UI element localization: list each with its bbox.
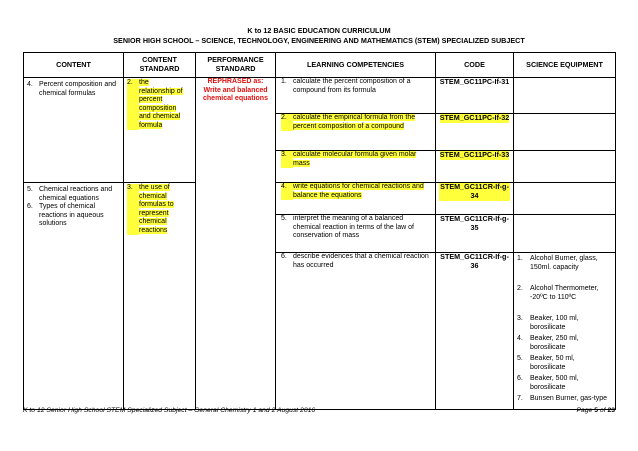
equipment-cell-empty: [514, 183, 616, 215]
document-subtitle: SENIOR HIGH SCHOOL – SCIENCE, TECHNOLOGY, ENGINEERING AND MATHEMATICS (STEM) SPECIALIZED SUBJECT: [113, 36, 525, 45]
performance-standard-text: Write and balanced chemical equations: [203, 86, 268, 103]
footer-document-info: K to 12 Senior High School STEM Specialized Subject – General Chemistry 1 and 2 August 2016: [23, 407, 316, 414]
page-footer: [23, 407, 615, 414]
competency-cell: 1. calculate the percent composition of a compound from its formula: [276, 78, 436, 114]
equipment-item: 3. Beaker, 100 ml, borosilicate: [517, 315, 579, 331]
equipment-item: 4. Beaker, 250 ml, borosilicate: [517, 335, 579, 351]
code-cell: STEM_GC11PC-If-32: [436, 114, 514, 151]
col-header-science-equipment: SCIENCE EQUIPMENT: [514, 53, 616, 78]
table-row: [24, 183, 616, 215]
col-header-performance-standard: PERFORMANCE STANDARD: [196, 53, 276, 78]
code-cell: STEM_GC11CR-If-g-34: [436, 183, 514, 215]
col-header-learning-competencies: LEARNING COMPETENCIES: [276, 53, 436, 78]
performance-standard-cell: [196, 78, 276, 410]
col-header-code: CODE: [436, 53, 514, 78]
col-header-content-standard: CONTENT STANDARD: [124, 53, 196, 78]
footer-page-number: Page 5 of 23: [576, 407, 615, 414]
content-item: 5. Chemical reactions and chemical equations: [27, 186, 113, 202]
table-row: [24, 78, 616, 114]
competency-cell: 4. write equations for chemical reactions and balance the equations: [276, 183, 436, 215]
code-cell: STEM_GC11PC-If-33: [436, 151, 514, 183]
performance-standard-label: REPHRASED as:: [207, 78, 264, 85]
content-standard-item: 2. the relationship of percent composition and chemical formula: [127, 79, 183, 129]
equipment-cell-empty: [514, 78, 616, 114]
col-header-content: CONTENT: [24, 53, 124, 78]
competency-cell: 2. calculate the empirical formula from the percent composition of a compound: [276, 114, 436, 151]
content-cell: [24, 78, 124, 183]
competency-cell: 3. calculate molecular formula given molar mass: [276, 151, 436, 183]
competency-cell: 6. describe evidences that a chemical reaction has occurred: [276, 253, 436, 410]
code-cell: STEM_GC11CR-If-g-35: [436, 215, 514, 253]
equipment-item: 2. Alcohol Thermometer, -20ºC to 110ºC: [517, 285, 599, 301]
equipment-item: 6. Beaker, 500 ml, borosilicate: [517, 375, 579, 391]
equipment-item: 1. Alcohol Burner, glass, 150ml. capacity: [517, 255, 598, 271]
equipment-cell: [514, 253, 616, 410]
equipment-cell-empty: [514, 114, 616, 151]
equipment-item: 5. Beaker, 50 ml, borosilicate: [517, 355, 575, 371]
code-cell: STEM_GC11PC-If-31: [436, 78, 514, 114]
document-title: K to 12 BASIC EDUCATION CURRICULUM: [247, 26, 391, 35]
equipment-cell-empty: [514, 215, 616, 253]
content-item: 6. Types of chemical reactions in aqueous solutions: [27, 203, 104, 228]
content-cell: [24, 183, 124, 410]
content-standard-item: 3. the use of chemical formulas to represent chemical reactions: [127, 184, 174, 234]
table-header-row: [24, 53, 616, 78]
code-cell: STEM_GC11CR-If-g-36: [436, 253, 514, 410]
equipment-item: 7. Bunsen Burner, gas-type: [517, 395, 608, 402]
content-standard-cell: [124, 183, 196, 410]
content-item: 4. Percent composition and chemical formulas: [27, 81, 117, 97]
curriculum-table: [23, 52, 616, 410]
equipment-cell-empty: [514, 151, 616, 183]
content-standard-cell: [124, 78, 196, 183]
competency-cell: 5. interpret the meaning of a balanced chemical reaction in terms of the law of conservation of mass: [276, 215, 436, 253]
